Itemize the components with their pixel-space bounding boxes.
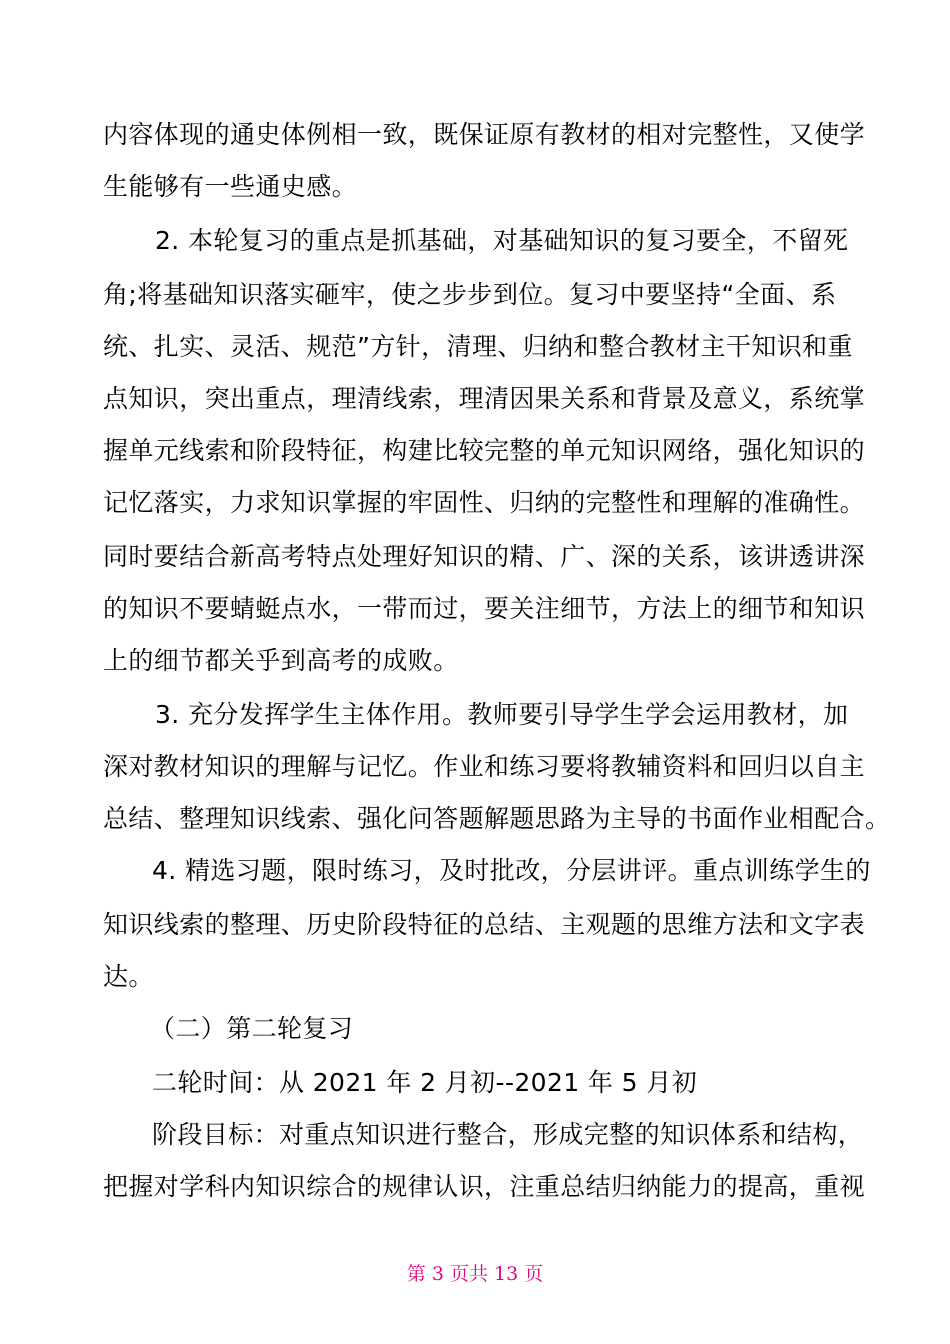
text-line: 达。: [103, 962, 154, 991]
text-line: 的知识不要蜻蜓点水，一带而过，要关注细节，方法上的细节和知识: [103, 594, 866, 623]
text-line: 3. 充分发挥学生主体作用。教师要引导学生学会运用教材，加: [155, 700, 849, 729]
text-line: 角;将基础知识落实砸牢，使之步步到位。复习中要坚持“全面、系: [103, 280, 837, 309]
text-line: 上的细节都关乎到高考的成败。: [103, 646, 459, 675]
text-line: 深对教材知识的理解与记忆。作业和练习要将教辅资料和回归以自主: [103, 752, 866, 781]
text-line: 把握对学科内知识综合的规律认识，注重总结归纳能力的提高，重视: [103, 1172, 866, 1201]
page-number: 第 3 页共 13 页: [406, 1263, 544, 1285]
text-line: 4. 精选习题，限时练习，及时批改，分层讲评。重点训练学生的: [152, 856, 871, 885]
text-line: 生能够有一些通史感。: [103, 172, 358, 201]
text-line: 统、扎实、灵活、规范”方针，清理、归纳和整合教材主干知识和重: [103, 332, 853, 361]
text-line: 知识线索的整理、历史阶段特征的总结、主观题的思维方法和文字表: [103, 910, 866, 939]
text-line: 2. 本轮复习的重点是抓基础，对基础知识的复习要全，不留死: [155, 226, 849, 255]
text-line: 同时要结合新高考特点处理好知识的精、广、深的关系，该讲透讲深: [103, 542, 866, 571]
text-line: 阶段目标：对重点知识进行整合，形成完整的知识体系和结构，: [152, 1120, 864, 1149]
text-line: 点知识，突出重点，理清线索，理清因果关系和背景及意义，系统掌: [103, 384, 866, 413]
text-line: 总结、整理知识线索、强化问答题解题思路为主导的书面作业相配合。: [103, 804, 891, 833]
text-line: 记忆落实，力求知识掌握的牢固性、归纳的完整性和理解的准确性。: [103, 488, 866, 517]
section-heading: （二）第二轮复习: [150, 1014, 354, 1043]
text-line: 内容体现的通史体例相一致，既保证原有教材的相对完整性，又使学: [103, 120, 866, 149]
text-line: 握单元线索和阶段特征，构建比较完整的单元知识网络，强化知识的: [103, 436, 866, 465]
text-line: 二轮时间：从 2021 年 2 月初--2021 年 5 月初: [152, 1068, 698, 1097]
